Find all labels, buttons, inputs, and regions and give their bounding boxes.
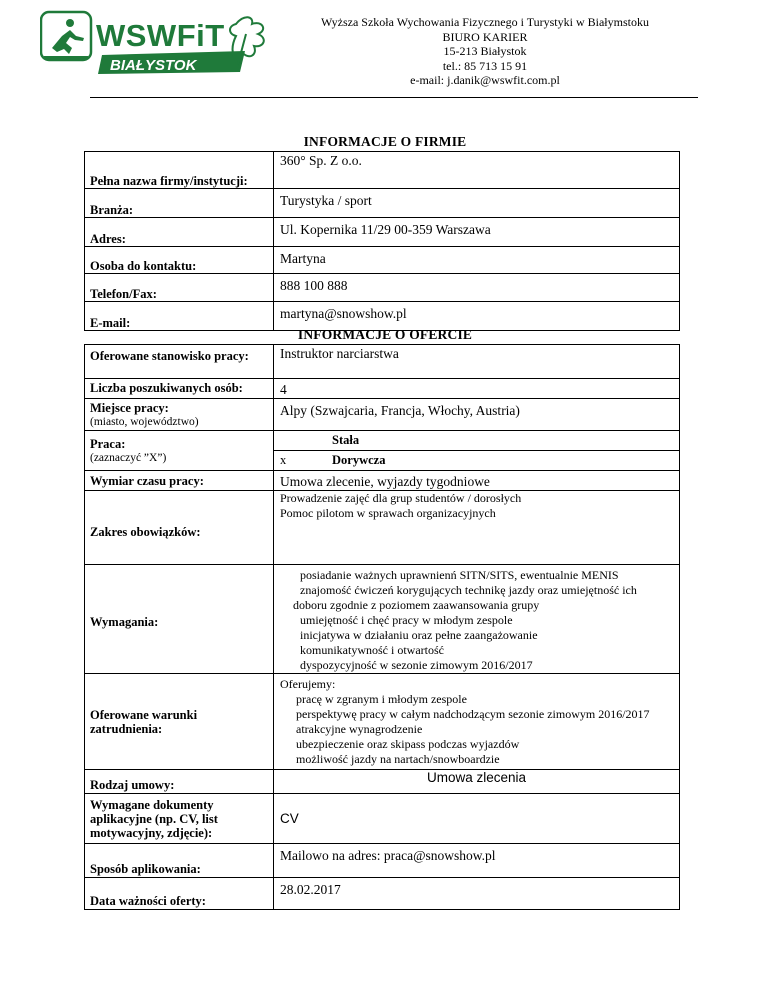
conditions-list (274, 674, 680, 770)
option-mark (274, 431, 326, 451)
header-divider (90, 97, 698, 98)
table-row (85, 794, 680, 844)
field-label: Miejsce pracy: (miasto, województwo) (85, 399, 274, 431)
duties-list (274, 491, 680, 565)
table-row (85, 491, 680, 565)
industry-value: Turystyka / sport (274, 189, 680, 218)
offer-info-table (84, 344, 680, 910)
table-row (85, 152, 680, 189)
field-label: Branża: (85, 189, 274, 218)
table-row (85, 878, 680, 910)
table-row (85, 247, 680, 274)
svg-text:WSWFiT: WSWFiT (96, 18, 225, 53)
field-label: Data ważności oferty: (85, 878, 274, 910)
working-hours-value: Umowa zlecenie, wyjazdy tygodniowe (274, 471, 680, 491)
table-row (85, 431, 680, 471)
phone-number: tel.: 85 713 15 91 (442, 58, 528, 73)
field-label: Wymagane dokumenty aplikacyjne (np. CV, list motywacyjny, zdjęcie): (85, 794, 274, 844)
list-item: inicjatywa w działaniu oraz pełne zaangażowanie (300, 628, 538, 642)
offer-section-title: INFORMACJE O OFERCIE (297, 327, 473, 342)
list-item: znajomość ćwiczeń korygujących technikę jazdy oraz umiejętność ich (300, 583, 637, 597)
list-item: pracę w zgranym i młodym zespole (296, 692, 467, 706)
contract-type-value: Umowa zlecenia (274, 770, 680, 794)
list-item: posiadanie ważnych uprawnienń SITN/SITS, ewentualnie MENIS (300, 568, 619, 582)
table-row (85, 189, 680, 218)
field-label: Oferowane warunki zatrudnienia: (85, 674, 274, 770)
postal-address: 15-213 Białystok (443, 44, 527, 58)
list-item: dyspozycyjność w sezonie zimowym 2016/2017 (300, 658, 533, 672)
table-row (85, 399, 680, 431)
phone-value: 888 100 888 (274, 274, 680, 302)
option-mark: x (280, 453, 287, 467)
field-label: Liczba poszukiwanych osób: (85, 379, 274, 399)
email-address: e-mail: j.danik@wswfit.com.pl (410, 73, 560, 87)
field-label: Adres: (85, 218, 274, 247)
table-row (85, 565, 680, 674)
option-name: Stała (326, 431, 679, 451)
logo-graphic (40, 10, 272, 86)
company-name-value: 360° Sp. Z o.o. (274, 152, 680, 189)
table-row (85, 379, 680, 399)
field-label: Telefon/Fax: (85, 274, 274, 302)
work-type-options (274, 431, 680, 471)
field-label: Rodzaj umowy: (85, 770, 274, 794)
field-label: Pełna nazwa firmy/instytucji: (85, 152, 274, 189)
list-item: Prowadzenie zajęć dla grup studentów / dorosłych (280, 491, 522, 505)
headcount-value: 4 (274, 379, 680, 399)
school-logo (40, 10, 272, 86)
requirements-list (274, 565, 680, 674)
school-name: Wyższa Szkoła Wychowania Fizycznego i Turystyki w Białymstoku (321, 15, 649, 29)
option-name: Dorywcza (332, 453, 386, 467)
company-section-title: INFORMACJE O FIRMIE (303, 134, 467, 149)
table-row (85, 345, 680, 379)
field-label: Praca: (zaznaczyć ”X”) (85, 431, 274, 471)
table-row (85, 770, 680, 794)
work-type-option-permanent (274, 431, 679, 451)
school-contact-block (280, 15, 690, 88)
office-name: BIURO KARIER (442, 29, 528, 44)
field-label: Osoba do kontaktu: (85, 247, 274, 274)
list-item: perspektywę pracy w całym nadchodzącym sezonie zimowym 2016/2017 (296, 707, 650, 721)
list-item: Pomoc pilotom w sprawach organizacyjnych (280, 506, 496, 520)
work-type-option-temporary (274, 451, 679, 471)
address-value: Ul. Kopernika 11/29 00-359 Warszawa (274, 218, 680, 247)
table-row (85, 471, 680, 491)
field-label: Wymagania: (85, 565, 274, 674)
work-location-value: Alpy (Szwajcaria, Francja, Włochy, Austria) (274, 399, 680, 431)
contact-person-value: Martyna (274, 247, 680, 274)
field-label: Sposób aplikowania: (85, 844, 274, 878)
field-label: Oferowane stanowisko pracy: (85, 345, 274, 379)
table-row (85, 274, 680, 302)
field-label: E-mail: (85, 302, 274, 331)
list-item: doboru zgodnie z poziomem zaawansowania grupy (293, 598, 540, 612)
expiry-date-value: 28.02.2017 (274, 878, 680, 910)
list-item: komunikatywność i otwartość (300, 643, 444, 657)
table-row (85, 218, 680, 247)
list-item: możliwość jazdy na nartach/snowboardzie (296, 752, 500, 766)
list-item: ubezpieczenie oraz skipass podczas wyjazdów (296, 737, 520, 751)
field-label: Zakres obowiązków: (85, 491, 274, 565)
company-info-table (84, 151, 680, 331)
table-row (85, 844, 680, 878)
letterhead (0, 0, 768, 100)
email-value: martyna@snowshow.pl (274, 302, 680, 331)
field-label: Wymiar czasu pracy: (85, 471, 274, 491)
list-item: umiejętność i chęć pracy w młodym zespole (300, 613, 513, 627)
svg-text:BIAŁYSTOK: BIAŁYSTOK (110, 57, 197, 74)
documents-value: CV (274, 794, 680, 844)
application-method-value: Mailowo na adres: praca@snowshow.pl (274, 844, 680, 878)
list-item: atrakcyjne wynagrodzenie (296, 722, 423, 736)
runner-icon (44, 19, 88, 59)
conditions-intro: Oferujemy: (280, 677, 336, 691)
position-value: Instruktor narciarstwa (274, 345, 680, 379)
table-row (85, 674, 680, 770)
